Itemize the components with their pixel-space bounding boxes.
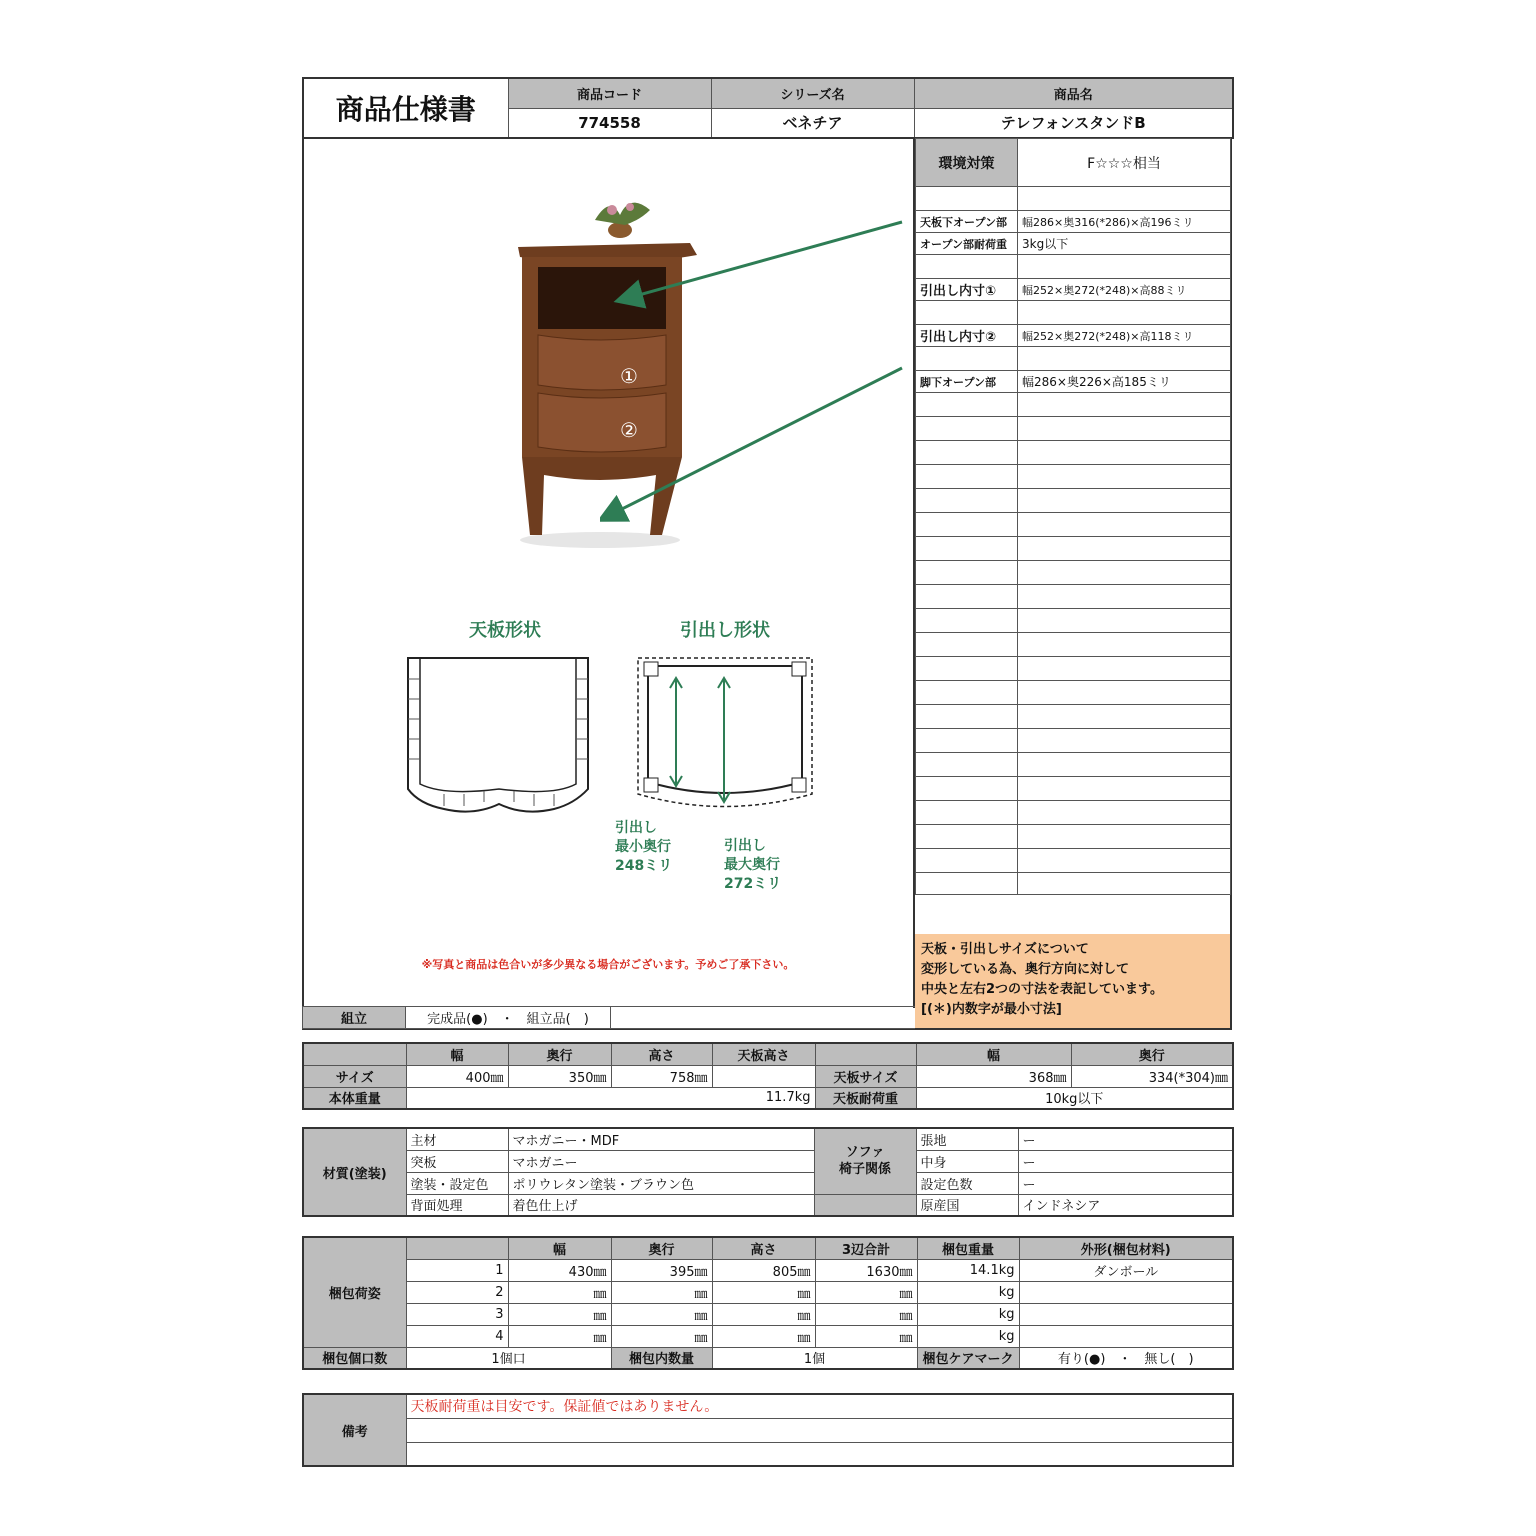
remarks-label: 備考 (303, 1394, 406, 1466)
top-size-header: 奥行 (1071, 1043, 1233, 1065)
material-label: 背面処理 (406, 1194, 508, 1216)
sofa-label: 中身 (916, 1150, 1018, 1172)
table-row: 2 ㎜ ㎜ ㎜ ㎜ kg (303, 1281, 1233, 1303)
packing-table (302, 1236, 1234, 1370)
packing-header: 高さ (712, 1237, 815, 1259)
assembly-row (302, 1006, 915, 1029)
packing-header: 外形(梱包材料) (1019, 1237, 1233, 1259)
material-label: 主材 (406, 1128, 508, 1150)
assembly-label: 組立 (303, 1007, 406, 1029)
series-name: ベネチア (711, 108, 914, 138)
doc-title: 商品仕様書 (303, 78, 508, 138)
size-note: 天板・引出しサイズについて 変形している為、奥行方向に対して 中央と左右2つの寸法を表記しています。 [(＊)内数字が最小寸法] (915, 934, 1230, 1028)
sofa-label: 張地 (916, 1128, 1018, 1150)
top-load-value: 10kg以下 (916, 1087, 1233, 1109)
packing-header: 奥行 (611, 1237, 712, 1259)
size-width: 400㎜ (406, 1065, 508, 1087)
size-header: 幅 (406, 1043, 508, 1065)
min-depth-label: 引出し 最小奥行 248ミリ (615, 820, 673, 874)
packing-header: 梱包重量 (917, 1237, 1019, 1259)
spec-value: 3kg以下 (1018, 233, 1231, 255)
size-height: 758㎜ (611, 1065, 712, 1087)
top-size-width: 368㎜ (916, 1065, 1071, 1087)
material-table (302, 1127, 1234, 1217)
top-load-label: 天板耐荷重 (815, 1087, 916, 1109)
drawer-shape-title: 引出し形状 (680, 620, 770, 641)
arrows (600, 210, 910, 530)
top-shape-title: 天板形状 (469, 620, 541, 641)
count-label: 梱包個口数 (303, 1347, 406, 1369)
size-header: 奥行 (508, 1043, 611, 1065)
drawer-marker-2: ② (620, 418, 638, 442)
size-header: 天板高さ (712, 1043, 815, 1065)
weight-value: 11.7kg (406, 1087, 815, 1109)
label-product-name: 商品名 (914, 78, 1233, 108)
spec-value: 幅286×奥316(*286)×高196ミリ (1018, 211, 1231, 233)
size-header: 高さ (611, 1043, 712, 1065)
spec-label: 引出し内寸② (916, 325, 1018, 347)
care-label: 梱包ケアマーク (917, 1347, 1019, 1369)
packing-group: 梱包荷姿 (303, 1237, 406, 1347)
origin-value: インドネシア (1018, 1194, 1233, 1216)
color-note: ※写真と商品は色合いが多少異なる場合がございます。予めご了承下さい。 (421, 958, 795, 971)
spec-label: 天板下オープン部 (916, 211, 1018, 233)
table-row: 1 430㎜ 395㎜ 805㎜ 1630㎜ 14.1kg ダンボール (303, 1259, 1233, 1281)
inner-value: 1個 (712, 1347, 917, 1369)
table-row: 3 ㎜ ㎜ ㎜ ㎜ kg (303, 1303, 1233, 1325)
env-value: F☆☆☆相当 (1018, 139, 1231, 187)
max-depth-label: 引出し 最大奥行 272ミリ (724, 838, 782, 892)
spec-label: オープン部耐荷重 (916, 233, 1018, 255)
packing-header: 幅 (508, 1237, 611, 1259)
drawer-marker-1: ① (620, 364, 638, 388)
spec-value: 幅286×奥226×高185ミリ (1018, 371, 1231, 393)
sofa-label: 設定色数 (916, 1172, 1018, 1194)
spec-label: 引出し内寸① (916, 279, 1018, 301)
count-value: 1個口 (406, 1347, 611, 1369)
size-top-height (712, 1065, 815, 1087)
sofa-value: ー (1018, 1150, 1233, 1172)
care-value: 有り(●) ・ 無し( ) (1019, 1347, 1233, 1369)
weight-label: 本体重量 (303, 1087, 406, 1109)
table-row: 4 ㎜ ㎜ ㎜ ㎜ kg (303, 1325, 1233, 1347)
header-table (302, 77, 1234, 139)
sofa-group: ソファ 椅子関係 (814, 1128, 916, 1194)
origin-label: 原産国 (916, 1194, 1018, 1216)
material-value: マホガニー・MDF (508, 1128, 814, 1150)
spec-value: 幅252×奥272(*248)×高118ミリ (1018, 325, 1231, 347)
size-table (302, 1042, 1234, 1110)
label-series: シリーズ名 (711, 78, 914, 108)
top-size-header: 幅 (916, 1043, 1071, 1065)
material-label: 突板 (406, 1150, 508, 1172)
packing-header: 3辺合計 (815, 1237, 917, 1259)
spec-value: 幅252×奥272(*248)×高88ミリ (1018, 279, 1231, 301)
inner-label: 梱包内数量 (611, 1347, 712, 1369)
material-value: マホガニー (508, 1150, 814, 1172)
sofa-value: ー (1018, 1128, 1233, 1150)
label-product-code: 商品コード (508, 78, 711, 108)
spec-table (915, 138, 1231, 895)
top-size-label: 天板サイズ (815, 1065, 916, 1087)
product-name: テレフォンスタンドB (914, 108, 1233, 138)
material-value: ポリウレタン塗装・ブラウン色 (508, 1172, 814, 1194)
material-group: 材質(塗装) (303, 1128, 406, 1216)
spec-label: 脚下オープン部 (916, 371, 1018, 393)
product-code: 774558 (508, 108, 711, 138)
remarks-table (302, 1393, 1234, 1467)
drawer-shape-diagram (634, 654, 818, 814)
size-depth: 350㎜ (508, 1065, 611, 1087)
sofa-value: ー (1018, 1172, 1233, 1194)
remarks-text: 天板耐荷重は目安です。保証値ではありません。 (406, 1394, 1233, 1418)
assembly-value: 完成品(●) ・ 組立品( ) (406, 1007, 611, 1029)
env-label: 環境対策 (916, 139, 1018, 187)
top-shape-diagram (404, 654, 594, 824)
material-label: 塗装・設定色 (406, 1172, 508, 1194)
top-size-depth: 334(*304)㎜ (1071, 1065, 1233, 1087)
size-label: サイズ (303, 1065, 406, 1087)
material-value: 着色仕上げ (508, 1194, 814, 1216)
